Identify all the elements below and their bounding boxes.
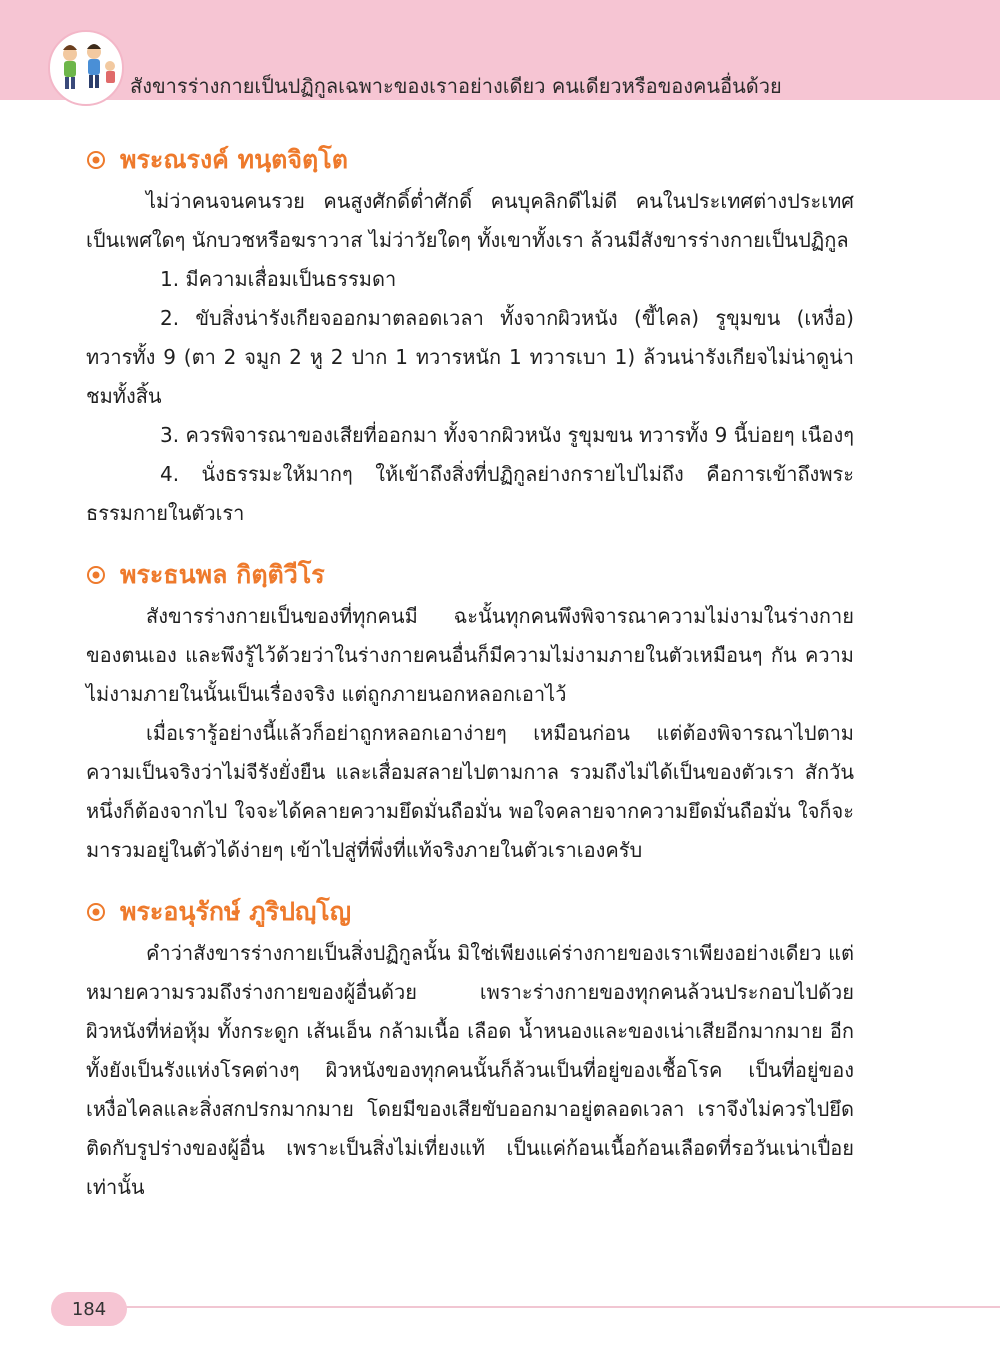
- footer-divider: [100, 1306, 1000, 1308]
- paragraph: ไม่ว่าคนจนคนรวย คนสูงศักดิ์ต่ำศักดิ์ คนบุคลิกดีไม่ดี คนในประเทศต่างประเทศ เป็นเพศใดๆ นักบวชหรือฆราวาส ไม่ว่าวัยใดๆ ทั้งเขาทั้งเรา ล้วนมีสังขารร่างกายเป็นปฏิกูล: [86, 189, 854, 252]
- page-number: 184: [71, 1298, 107, 1320]
- section-heading: [86, 140, 854, 180]
- concentric-circle-bullet-icon: [86, 150, 106, 170]
- section-heading-text: พระอนุรักษ์ ภูริปญฺโญ: [120, 897, 351, 926]
- list-item: 4. นั่งธรรมะให้มากๆ ให้เข้าถึงสิ่งที่ปฏิกูลย่างกรายไปไม่ถึง คือการเข้าถึงพระธรรมกายในตัวเรา: [86, 462, 854, 525]
- paragraph: คำว่าสังขารร่างกายเป็นสิ่งปฏิกูลนั้น มิใช่เพียงแค่ร่างกายของเราเพียงอย่างเดียว แต่หมายความรวมถึงร่างกายของผู้อื่นด้วย เพราะร่างกายของทุกคนล้วนประกอบไปด้วยผิวหนังที่ห่อหุ้ม ทั้งกระดูก เส้นเอ็น กล้ามเนื้อ เลือด น้ำหนองและของเน่าเสียอีกมากมาย อีกทั้งยังเป็นรังแห่งโรคต่างๆ ผิวหนังของทุกคนนั้นก็ล้วนเป็นที่อยู่ของเชื้อโรค เป็นที่อยู่ของเหงื่อไคลและสิ่งสกปรกมากมาย โดยมีของเสียขับออกมาอยู่ตลอดเวลา เราจึงไม่ควรไปยึดติดกับรูปร่างของผู้อื่น เพราะเป็นสิ่งไม่เที่ยงแท้ เป็นแค่ก้อนเนื้อก้อนเลือดที่รอวันเน่าเปื่อยเท่านั้น: [86, 941, 854, 1199]
- section-heading-text: พระธนพล กิตฺติวีโร: [120, 560, 325, 589]
- header-title: สังขารร่างกายเป็นปฏิกูลเฉพาะของเราอย่างเดียว คนเดียวหรือของคนอื่นด้วย: [130, 74, 782, 98]
- page-number-badge: [51, 1292, 127, 1326]
- list-item: 1. มีความเสื่อมเป็นธรรมดา: [160, 267, 397, 291]
- concentric-circle-bullet-icon: [86, 565, 106, 585]
- list-item: 2. ขับสิ่งน่ารังเกียจออกมาตลอดเวลา ทั้งจากผิวหนัง (ขี้ไคล) รูขุมขน (เหงื่อ) ทวารทั้ง 9 (ตา 2 จมูก 2 หู 2 ปาก 1 ทวารหนัก 1 ทวารเบา 1) ล้วนน่ารังเกียจไม่น่าดูน่าชมทั้งสิ้น: [86, 306, 854, 408]
- section-heading: [86, 555, 854, 595]
- paragraph: สังขารร่างกายเป็นของที่ทุกคนมี ฉะนั้นทุกคนพึงพิจารณาความไม่งามในร่างกายของตนเอง และพึงรู้ไว้ด้วยว่าในร่างกายคนอื่นก็มีความไม่งามภายในตัวเหมือนๆ กัน ความไม่งามภายในนั้นเป็นเรื่องจริง แต่ถูกภายนอกหลอกเอาไว้: [86, 604, 854, 706]
- children-illustration-icon: [48, 30, 124, 106]
- page-content: [86, 140, 854, 1207]
- concentric-circle-bullet-icon: [86, 902, 106, 922]
- paragraph: เมื่อเรารู้อย่างนี้แล้วก็อย่าถูกหลอกเอาง่ายๆ เหมือนก่อน แต่ต้องพิจารณาไปตามความเป็นจริงว่าไม่จีรังยั่งยืน และเสื่อมสลายไปตามกาล รวมถึงไม่ได้เป็นของตัวเรา สักวันหนึ่งก็ต้องจากไป ใจจะได้คลายความยึดมั่นถือมั่น พอใจคลายจากความยึดมั่นถือมั่น ใจก็จะมารวมอยู่ในตัวได้ง่ายๆ เข้าไปสู่ที่พึ่งที่แท้จริงภายในตัวเราเองครับ: [86, 721, 854, 862]
- section-heading-text: พระณรงค์ ทนฺตจิตฺโต: [120, 145, 348, 174]
- list-item: 3. ควรพิจารณาของเสียที่ออกมา ทั้งจากผิวหนัง รูขุมขน ทวารทั้ง 9 นี้บ่อยๆ เนืองๆ: [160, 423, 854, 447]
- section-heading: [86, 892, 854, 932]
